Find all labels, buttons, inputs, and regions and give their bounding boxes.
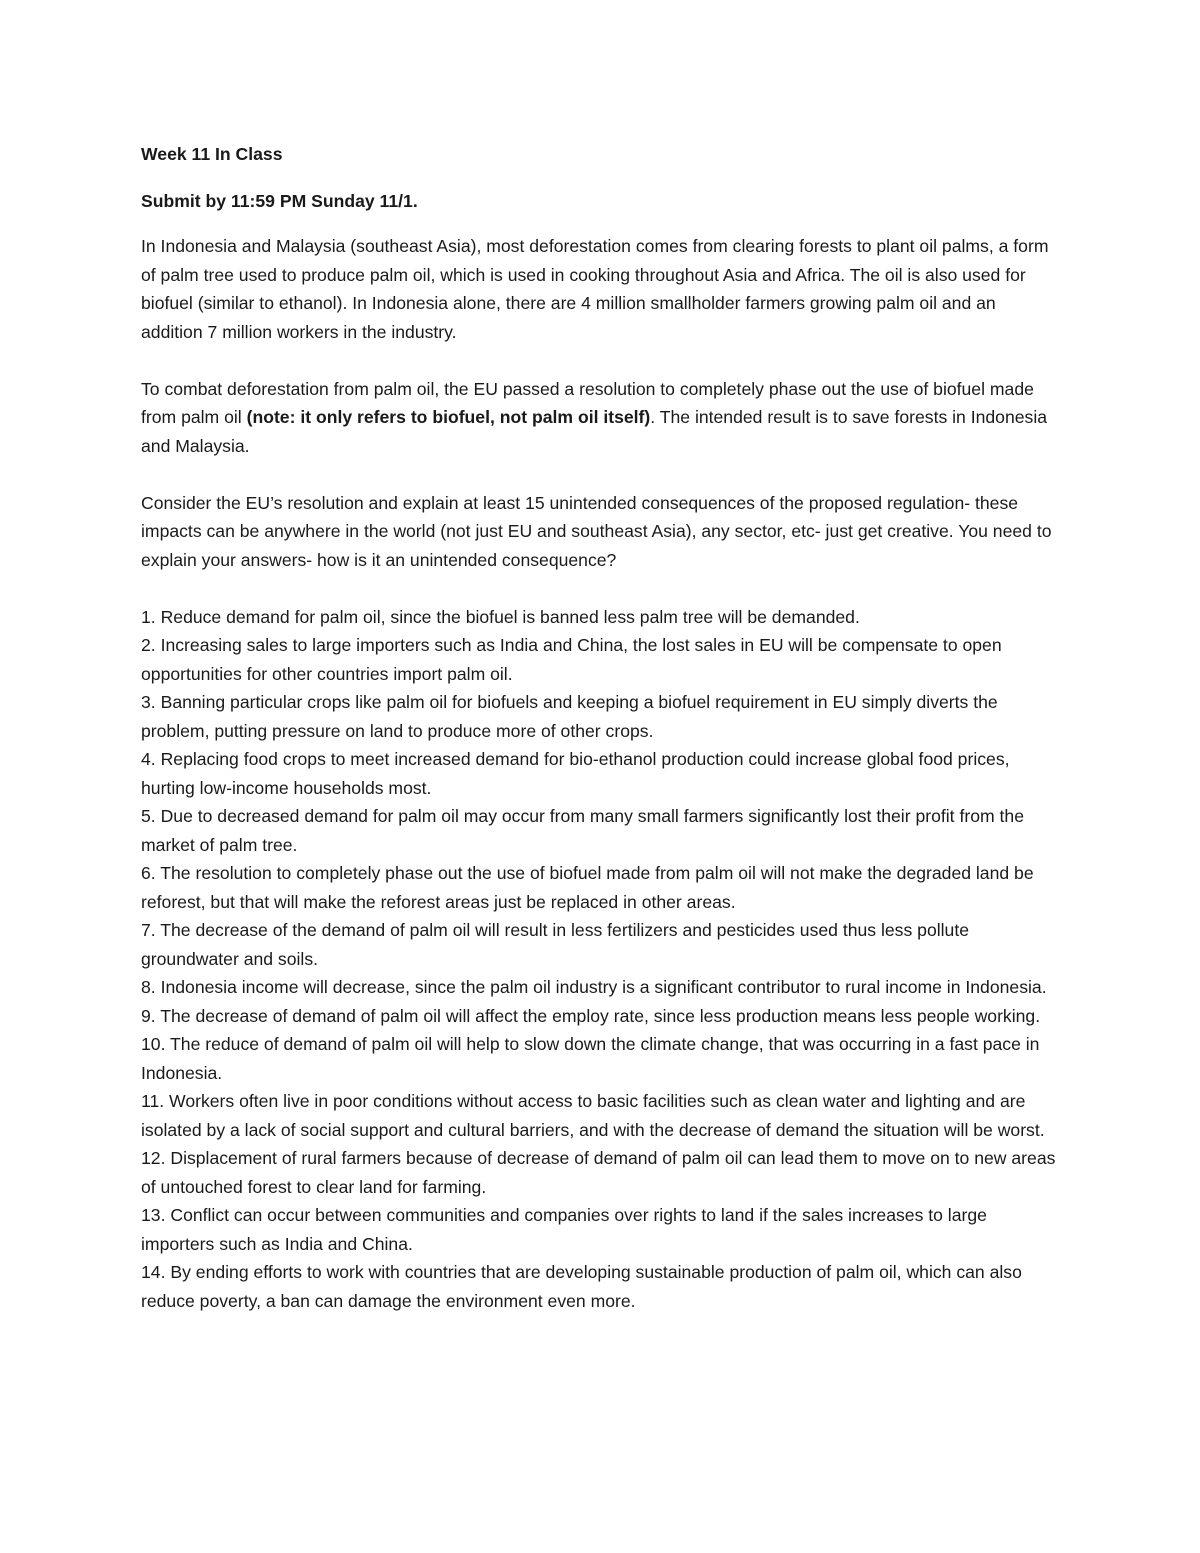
answer-number: 13. bbox=[141, 1205, 166, 1225]
answer-number: 7. bbox=[141, 920, 156, 940]
answer-number: 11. bbox=[141, 1091, 165, 1111]
answer-number: 8. bbox=[141, 977, 156, 997]
answer-item bbox=[141, 603, 1061, 632]
answer-number: 9. bbox=[141, 1005, 156, 1026]
answer-item bbox=[141, 1144, 1061, 1201]
answer-item bbox=[141, 1201, 1061, 1258]
answer-item bbox=[141, 688, 1061, 745]
answer-text: Replacing food crops to meet increased demand for bio-ethanol production could increase global food prices, hurting low-income households most. bbox=[141, 749, 1010, 798]
answer-number: 14. bbox=[141, 1262, 166, 1282]
answer-number: 5. bbox=[141, 806, 156, 826]
answer-text: The decrease of demand of palm oil will affect the employ rate, since less production means less people working. bbox=[160, 1005, 1041, 1026]
context-note: (note: it only refers to biofuel, not palm oil itself) bbox=[246, 407, 651, 427]
answers-list bbox=[141, 603, 1061, 1316]
answer-item bbox=[141, 1002, 1061, 1031]
answer-item bbox=[141, 1030, 1061, 1087]
answer-item bbox=[141, 1087, 1061, 1144]
answer-number: 6. bbox=[141, 863, 156, 883]
answer-text: The decrease of the demand of palm oil will result in less fertilizers and pesticides used thus less pollute groundwater and soils. bbox=[141, 920, 970, 969]
answer-number: 12. bbox=[141, 1148, 166, 1168]
answer-item bbox=[141, 802, 1061, 859]
answer-text: Displacement of rural farmers because of decrease of demand of palm oil can lead them to move on to new areas of untouched forest to clear land for farming. bbox=[141, 1148, 1056, 1197]
answer-text: Due to decreased demand for palm oil may occur from many small farmers significantly lost their profit from the market of palm tree. bbox=[141, 806, 1024, 855]
answer-text: Reduce demand for palm oil, since the biofuel is banned less palm tree will be demanded. bbox=[160, 606, 860, 627]
intro-paragraph: In Indonesia and Malaysia (southeast Asia), most deforestation comes from clearing forests to plant oil palms, a form of palm tree used to produce palm oil, which is used in cooking throughout Asia and Africa. The oil is also used for biofuel (similar to ethanol). In Indonesia alone, there are 4 million smallholder farmers growing palm oil and an addition 7 million workers in the industry. bbox=[141, 236, 1049, 342]
document-page bbox=[141, 140, 1061, 1315]
answer-text: The reduce of demand of palm oil will help to slow down the climate change, that was occurring in a fast pace in Indonesia. bbox=[141, 1034, 1040, 1083]
context-text-after: . The intended result is to save forests in Indonesia and Malaysia. bbox=[141, 407, 1048, 456]
answer-item bbox=[141, 1258, 1061, 1315]
answer-text: Banning particular crops like palm oil for biofuels and keeping a biofuel requirement in EU simply diverts the problem, putting pressure on land to produce more of other crops. bbox=[141, 692, 998, 741]
answer-item bbox=[141, 745, 1061, 802]
document-title: Week 11 In Class bbox=[141, 144, 283, 164]
answer-number: 2. bbox=[141, 635, 156, 655]
answer-item bbox=[141, 631, 1061, 688]
answer-number: 10. bbox=[141, 1034, 166, 1054]
answer-item bbox=[141, 973, 1061, 1002]
prompt-paragraph: Consider the EU’s resolution and explain at least 15 unintended consequences of the proposed regulation- these impacts can be anywhere in the world (not just EU and southeast Asia), any sector, etc- just get creative. You need to explain your answers- how is it an unintended consequence? bbox=[141, 492, 1052, 570]
answer-text: Conflict can occur between communities and companies over rights to land if the sales increases to large importers such as India and China. bbox=[141, 1205, 987, 1254]
context-text-before: To combat deforestation from palm oil, the EU passed a resolution to completely phase out the use of biofuel made from palm oil bbox=[141, 378, 1034, 427]
answer-text: The resolution to completely phase out the use of biofuel made from palm oil will not make the degraded land be reforest, but that will make the reforest areas just be replaced in other areas. bbox=[141, 863, 1034, 912]
answer-number: 1. bbox=[141, 606, 156, 627]
context-paragraph bbox=[141, 375, 1061, 461]
answer-text: Workers often live in poor conditions without access to basic facilities such as clean water and lighting and are isolated by a lack of social support and cultural barriers, and with the decrease of demand the situation will be worst. bbox=[141, 1091, 1045, 1140]
answer-item bbox=[141, 916, 1061, 973]
answer-number: 3. bbox=[141, 692, 156, 712]
answer-text: By ending efforts to work with countries that are developing sustainable production of palm oil, which can also reduce poverty, a ban can damage the environment even more. bbox=[141, 1262, 1022, 1311]
answer-item bbox=[141, 859, 1061, 916]
answer-text: Indonesia income will decrease, since the palm oil industry is a significant contributor to rural income in Indonesia. bbox=[160, 977, 1047, 997]
answer-text: Increasing sales to large importers such as India and China, the lost sales in EU will be compensate to open opportunities for other countries import palm oil. bbox=[141, 635, 1002, 684]
submission-deadline: Submit by 11:59 PM Sunday 11/1. bbox=[141, 190, 418, 211]
answer-number: 4. bbox=[141, 749, 156, 769]
